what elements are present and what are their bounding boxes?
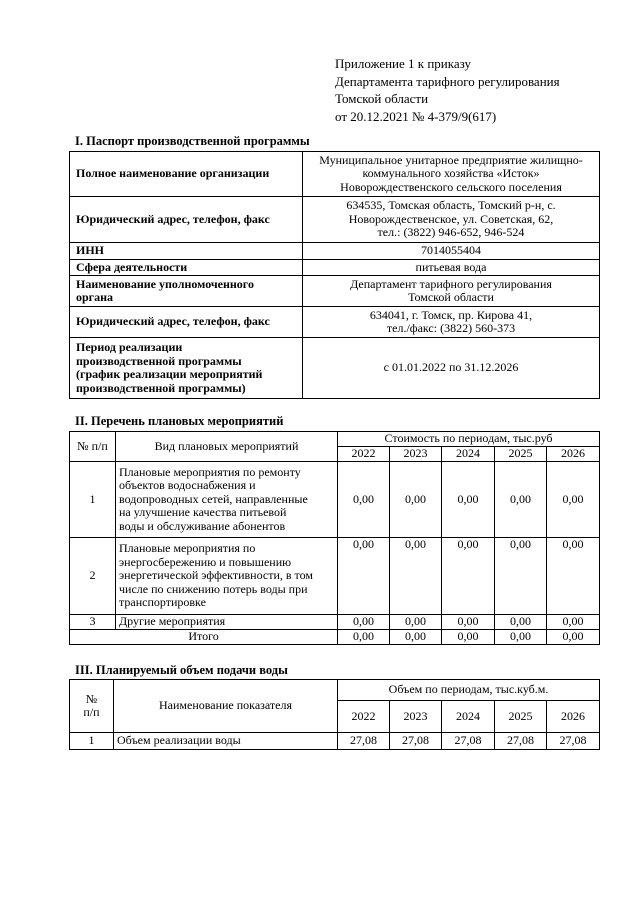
value-line: тел.: (3822) 946-652, 946-524 <box>377 225 525 240</box>
order-appendix-header <box>335 55 560 125</box>
passport-table <box>69 151 600 399</box>
cost-value: 0,00 <box>442 615 495 630</box>
header-line: от 20.12.2021 № 4-379/9(617) <box>335 108 497 124</box>
table-row <box>70 615 600 630</box>
year-header: 2024 <box>442 447 495 462</box>
passport-value <box>303 260 600 276</box>
label-line: Юридический адрес, телефон, факс <box>76 314 270 329</box>
table-row <box>70 260 600 276</box>
label-line: (график реализации мероприятий <box>76 367 263 381</box>
label-line: Юридический адрес, телефон, факс <box>76 211 270 226</box>
value-line: с 01.01.2022 по 31.12.2026 <box>383 360 519 375</box>
label-line: Сфера деятельности <box>76 259 188 274</box>
value-line: 7014055404 <box>421 243 481 258</box>
name-line: Плановые мероприятия по ремонту <box>119 464 301 479</box>
passport-label <box>70 338 303 399</box>
table-row <box>70 338 600 399</box>
total-value: 0,00 <box>442 630 495 645</box>
year-header: 2026 <box>547 701 600 733</box>
table-row <box>70 152 600 197</box>
value-line: коммунального хозяйства «Исток» <box>362 166 540 181</box>
passport-label <box>70 152 303 197</box>
passport-value <box>303 152 600 197</box>
passport-value <box>303 276 600 307</box>
year-header: 2025 <box>495 701 547 733</box>
header-line: Томской области <box>335 91 429 106</box>
table-row <box>70 243 600 260</box>
year-header: 2025 <box>495 447 547 462</box>
col-header-indicator: Наименование показателя <box>114 680 338 733</box>
total-row <box>70 630 600 645</box>
col-header-measure: Вид плановых мероприятий <box>116 432 338 462</box>
name-line: энергосбережению и повышению <box>119 554 292 569</box>
table-row <box>70 276 600 307</box>
total-value: 0,00 <box>495 630 547 645</box>
cost-value: 0,00 <box>495 615 547 630</box>
volume-value: 27,08 <box>495 733 547 750</box>
indicator-name: Объем реализации воды <box>114 733 338 750</box>
name-line: энергетической эффективности, в том <box>119 568 314 583</box>
row-number: 2 <box>70 538 116 615</box>
name-line: Другие мероприятия <box>119 614 226 629</box>
table-header-row <box>70 680 600 701</box>
row-number: 3 <box>70 615 116 630</box>
value-line: 634535, Томская область, Томский р-н, с. <box>346 198 556 213</box>
label-line: производственной программы) <box>76 380 246 395</box>
name-line: транспортировке <box>119 595 206 610</box>
planned-measures-table <box>69 431 600 645</box>
year-header: 2023 <box>390 447 442 462</box>
header-line: № <box>85 691 98 706</box>
passport-value <box>303 338 600 399</box>
table-row <box>70 733 600 750</box>
total-value: 0,00 <box>547 630 600 645</box>
measure-name <box>116 462 338 538</box>
label-line: производственной программы <box>76 353 242 368</box>
total-value: 0,00 <box>390 630 442 645</box>
value-line: Новорождественского сельского поселения <box>340 179 562 194</box>
row-number: 1 <box>70 462 116 538</box>
label-line: Период реализации <box>76 340 183 354</box>
table-row <box>70 307 600 338</box>
passport-label <box>70 276 303 307</box>
cost-value: 0,00 <box>338 462 390 538</box>
label-line: Полное наименование организации <box>76 166 270 181</box>
total-label: Итого <box>70 630 338 645</box>
volume-value: 27,08 <box>390 733 442 750</box>
row-number: 1 <box>70 733 114 750</box>
cost-value: 0,00 <box>442 538 495 615</box>
value-line: тел./факс: (3822) 560-373 <box>386 321 516 335</box>
label-line: органа <box>76 290 114 304</box>
passport-label <box>70 197 303 243</box>
name-line: водопроводных сетей, направленные <box>119 491 308 506</box>
cost-value: 0,00 <box>547 538 600 615</box>
value-line: питьевая вода <box>415 259 487 274</box>
cost-value: 0,00 <box>390 462 442 538</box>
water-volume-table <box>69 679 600 750</box>
table-row <box>70 462 600 538</box>
section3-title: III. Планируемый объем подачи воды <box>75 663 288 677</box>
name-line: Плановые мероприятия по <box>119 541 256 556</box>
year-header: 2023 <box>390 701 442 733</box>
header-line: п/п <box>83 705 100 719</box>
cost-value: 0,00 <box>390 538 442 615</box>
cost-value: 0,00 <box>442 462 495 538</box>
year-header: 2026 <box>547 447 600 462</box>
col-header-volume: Объем по периодам, тыс.куб.м. <box>338 680 600 701</box>
section1-title: I. Паспорт производственной программы <box>75 134 310 148</box>
label-line: Наименование уполномоченного <box>76 276 254 291</box>
cost-value: 0,00 <box>547 615 600 630</box>
cost-value: 0,00 <box>495 462 547 538</box>
table-row <box>70 197 600 243</box>
passport-label <box>70 307 303 338</box>
value-line: Томской области <box>408 290 494 304</box>
passport-label <box>70 260 303 276</box>
passport-value <box>303 307 600 338</box>
col-header-cost: Стоимость по периодам, тыс.руб <box>338 432 600 447</box>
year-header: 2022 <box>338 447 390 462</box>
name-line: числе по снижению потерь воды при <box>119 581 308 596</box>
name-line: воды и обслуживание абонентов <box>119 518 286 533</box>
passport-value <box>303 197 600 243</box>
year-header: 2024 <box>442 701 495 733</box>
cost-value: 0,00 <box>338 615 390 630</box>
value-line: Департамент тарифного регулирования <box>350 276 552 291</box>
name-line: на улучшение качества питьевой <box>119 505 287 520</box>
value-line: Новорождественское, ул. Советская, 62, <box>348 211 554 226</box>
table-row <box>70 538 600 615</box>
cost-value: 0,00 <box>495 538 547 615</box>
measure-name <box>116 615 338 630</box>
cost-value: 0,00 <box>338 538 390 615</box>
volume-value: 27,08 <box>547 733 600 750</box>
cost-value: 0,00 <box>547 462 600 538</box>
value-line: 634041, г. Томск, пр. Кирова 41, <box>369 307 533 322</box>
volume-value: 27,08 <box>442 733 495 750</box>
year-header: 2022 <box>338 701 390 733</box>
passport-label <box>70 243 303 260</box>
measure-name <box>116 538 338 615</box>
header-line: Приложение 1 к приказу <box>335 56 472 71</box>
cost-value: 0,00 <box>390 615 442 630</box>
value-line: Муниципальное унитарное предприятие жилищно- <box>319 152 583 167</box>
total-value: 0,00 <box>338 630 390 645</box>
passport-value <box>303 243 600 260</box>
label-line: ИНН <box>76 243 105 258</box>
name-line: объектов водоснабжения и <box>119 478 256 493</box>
volume-value: 27,08 <box>338 733 390 750</box>
table-header-row <box>70 432 600 447</box>
header-line: Департамента тарифного регулирования <box>335 73 560 89</box>
col-header-number: № п/п <box>70 432 116 462</box>
section2-title: II. Перечень плановых мероприятий <box>75 414 284 428</box>
col-header-number <box>70 680 114 733</box>
